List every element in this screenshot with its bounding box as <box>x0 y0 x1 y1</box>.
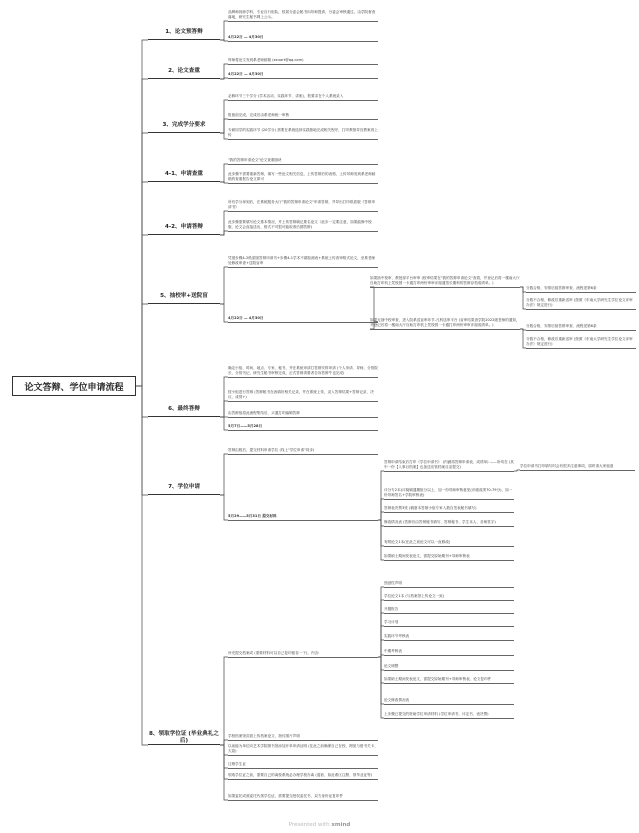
degree-material-node[interactable]: 有附论文1本(在此之前论文可以一直修改) <box>384 540 514 547</box>
branch-leaf-connector <box>220 164 228 182</box>
archive-material-node[interactable]: 独创性声明 <box>384 581 514 588</box>
branch-leaf[interactable]: 专硕同学的实践环节 (20学分) 需要在系统选择实践基地完成相关程序，打印教指导官教案再上传 <box>228 128 378 140</box>
branch-leaf[interactable]: 凭借步骤4-2纸质版答辩申请书+步骤4-1学术不端检测表+系统上传查审格式论文，至系老师处修改审查+送院盲审 <box>228 256 378 268</box>
branch-leaf-connector <box>220 119 228 133</box>
branch-leaf[interactable]: 必修环节三个学分 (学术活动、实践环节、讲座)，报要求在个人系统录入 <box>228 94 378 101</box>
archive-material-node[interactable]: 开题报告 <box>384 607 514 614</box>
degree-note-node[interactable]: 学位申请书打印填写时会有很多注意事项，届时请大家留意 <box>520 464 635 471</box>
branch-leaf[interactable]: 5月29——5月31日 提交材料 <box>228 514 378 521</box>
branch-leaf[interactable]: 按小组进行答辩 (答辩秘书在表填好相关记录，并在系统上传，录入答辩结果+答辩记录、决议、成绩+) <box>228 390 378 402</box>
branch-leaf[interactable]: 所有学分拿到后，在系统服务大厅"我的答辩申请论文"申请答辩，并导出打印纸质版《答辩申请书》 <box>228 200 378 212</box>
degree-material-node[interactable]: 答辩申请结束后打印《学位申请书》 (内涵再答辩申请表、成绩单) ——所均在 (其中一份【入事目档案】也备送应管档案目录提交) <box>384 460 514 472</box>
branch-leaf[interactable]: "我的答辩申请论文"论文查重版块 <box>228 158 378 165</box>
branch-topic[interactable]: 7、学位申请 <box>148 481 220 495</box>
review-outcome-node[interactable]: 分数不合格，修改后重新送审 (按照《东南大学研究生学位论文评审办法》规定进行) <box>526 337 636 349</box>
footer <box>0 822 639 828</box>
review-path-node[interactable]: 如果无抽中校审查，进入院系送盲审环节-凡科送审平台 (盲审结果查学院2022级老师的通知，并登记后将一楼南大厅自助打印机上凭校园一卡通打印两份审审评阅成绩单。) <box>370 318 520 330</box>
branch-leaf[interactable]: 以前能为单位向艺术学院图书馆添加开单申请证明 (住此之前确保自己在校、网宽与借书关卡、欠款) <box>228 744 378 756</box>
footer-prefix: Presented with <box>288 822 330 828</box>
branch-leaf-connector <box>220 740 228 745</box>
branch-topic[interactable]: 4-1、申请查重 <box>148 168 220 182</box>
branch-topic[interactable]: 3、完成学分要求 <box>148 119 220 133</box>
branch-leaf-connector <box>220 133 228 139</box>
branch-leaf[interactable]: 领取学位证之前，需要自己的离校系统必办理学校办离 (退宿、如此系区注册、领毕业证等) <box>228 773 378 780</box>
branch-leaf[interactable]: 学校档案馆页面上传档案论文、指纹图片声明 <box>228 734 378 741</box>
archive-material-node[interactable]: 中期考核表 <box>384 649 514 656</box>
branch-leaf[interactable]: 此步骤需要填写论文基本情况，并上传答辩稿记要名论文（此步一定要注意，如果能修中校版、论文会直接送出，格式不对很可能取消后期答辩) <box>228 220 378 232</box>
branch-leaf[interactable]: 此步骤不需要重新答辩，填写一些论文相关信息，上传答辩后的表格，上传导师发到系老师邮箱的查重报告论文即可 <box>228 172 378 184</box>
degree-material-node[interactable]: 评分专2本(评阅稿通期组分以上，加一份导师审核意见(评级成绩70-79分)，如一份导师签名+学院审核表) <box>384 488 514 500</box>
branch-leaf-connector <box>220 40 228 41</box>
degree-material-connector <box>378 512 384 520</box>
archive-material-node[interactable]: 学习计划 <box>384 620 514 627</box>
branch-topic[interactable]: 8、领取学位证 (毕业典礼之后) <box>149 730 219 744</box>
branch-leaf[interactable]: 由答辩组将此流程集结后，买通打印编辑答辩 <box>228 411 378 418</box>
branch-topic[interactable]: 1、论文预答辩 <box>148 26 220 40</box>
branch-topic[interactable]: 4-2、申请答辩 <box>148 221 220 235</box>
degree-material-node[interactable]: 如果硕士期间发表论文，需提交原始期刊+导师审核表 <box>384 554 514 561</box>
branch-leaf-connector <box>220 21 228 40</box>
degree-material-node[interactable]: 修改情况表 (答辩后由答辩秘书填写、答辩秘书、学生本人、各师签字) <box>384 520 514 527</box>
archive-material-node[interactable]: 上步骤已提交的资助学位申请材料 (学位申请书、评定书、表决票) <box>384 712 514 719</box>
branch-leaf-connector <box>220 304 228 322</box>
branch-leaf-connector <box>220 401 228 417</box>
degree-material-node[interactable]: 答辩表决票3张 (稿夏本答辩小组专家入数自签表秘书填写) <box>384 506 514 513</box>
branch-leaf[interactable]: 补充提交档案或 (需要材料可以自己复印留存一下)，内含: <box>228 651 378 658</box>
branch-leaf-connector <box>220 417 228 430</box>
branch-leaf-connector <box>220 495 228 520</box>
review-path-node[interactable]: 如果抽中校审，教授部平台审审 (校审结果在"我的答辩申请论文"查看，并登记后将一楼南大厅自助打印机上凭校园一卡通打印两份审审评阅通签长期科的答辩存档成绩单。) <box>370 276 520 288</box>
branch-topic[interactable]: 2、论文查重 <box>148 65 220 79</box>
branch-leaf[interactable]: 报留前完成，完成后由系老师统一审核 <box>228 113 378 120</box>
archive-material-node[interactable]: 实践环节考核表 <box>384 634 514 641</box>
root-topic[interactable]: 论文答辩、学位申请流程 <box>12 376 136 396</box>
branch-leaf[interactable]: 5月7日——5月28日 <box>228 424 378 431</box>
branch-leaf-connector <box>220 657 228 745</box>
branch-leaf-connector <box>220 182 228 183</box>
branch-leaf[interactable]: 答辩由数后，提交材料申请学位 (线上"学位申请"同步) <box>228 448 378 455</box>
branch-leaf[interactable]: 4月22日 — 4月30日 <box>228 72 378 79</box>
footer-brand: xmind <box>331 822 351 828</box>
root-branch-connector <box>136 304 148 386</box>
branch-leaf[interactable]: 如果委托或被委托代领学位证，需要提交授权委托书、双方身份证复印件 <box>228 794 378 801</box>
review-outcome-node[interactable]: 分数合格，安排后续答辩审查、流程见第6条 <box>526 286 636 293</box>
branch-leaf-connector <box>220 64 228 79</box>
branch-leaf[interactable]: 4月22日 — 4月30日 <box>228 316 378 323</box>
archive-material-node[interactable]: 学位论文1本 (与档案馆上传论文一致) <box>384 594 514 601</box>
archive-material-node[interactable]: 论文修改情况表 <box>384 698 514 705</box>
branch-leaf[interactable]: 每师将论文发到系老师邮箱 (seuart@qq.com) <box>228 58 378 65</box>
branch-leaf[interactable]: 4月22日 — 4月30日 <box>228 35 378 42</box>
branch-leaf-connector <box>220 745 228 800</box>
root-branch-connector <box>136 386 148 745</box>
review-outcome-node[interactable]: 分数不合格，修改后重新送审 (按照《东南大学研究生学位论文评审办法》规定进行) <box>526 298 636 310</box>
branch-leaf-connector <box>220 454 228 495</box>
archive-material-node[interactable]: 论文调整 <box>384 664 514 671</box>
branch-leaf[interactable]: 确定小组、时间、地点、专家、秘书，并在系统申请打答辩安排申请 (个人申请、导师、分管院长、分管书记、研究生秘书审核完成，正式答辩须要者告诉答辩牛也完成) <box>228 366 378 378</box>
branch-leaf[interactable]: 品牌师视师学科，专业自行组队，按届分委会秘书向导师提请、分委会审核通过。由学院督查落地，研究生秘书网上公示。 <box>228 10 378 22</box>
branch-topic[interactable]: 5、抽校审+送院盲 <box>148 290 220 304</box>
archive-material-node[interactable]: 如果硕士期间发表论文，需提交原始期刊+导师审核表、论文复印件 <box>384 677 514 684</box>
branch-leaf[interactable]: 注销学生证 <box>228 762 378 769</box>
branch-leaf-connector <box>220 267 228 304</box>
branch-leaf-connector <box>220 78 228 79</box>
branch-leaf-connector <box>220 231 228 235</box>
review-outcome-node[interactable]: 分数合格，安排后续答辩审查、流程见第6条 <box>526 324 636 331</box>
branch-topic[interactable]: 6、最终答辩 <box>148 403 220 417</box>
